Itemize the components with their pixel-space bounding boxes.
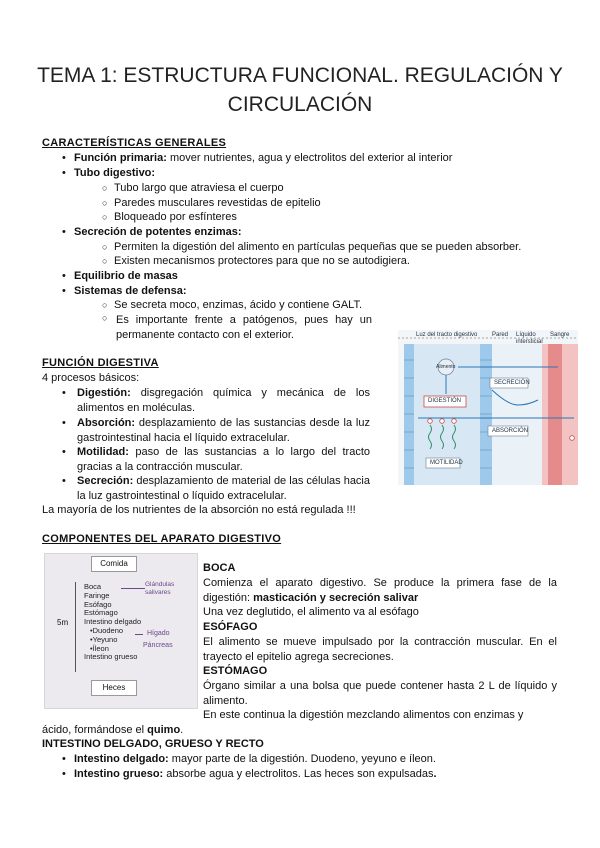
label-pancreas: Páncreas — [143, 642, 173, 649]
subheading-estomago: ESTÓMAGO — [203, 665, 268, 677]
section-heading-componentes: COMPONENTES DEL APARATO DIGESTIVO — [42, 533, 282, 545]
list-item: • Intestino delgado: mayor parte de la digestión. Duodeno, yeyuno e íleon. — [62, 753, 436, 765]
paragraph-estomago: Órgano similar a una bolsa que puede contener hasta 2 L de líquido y alimento. — [203, 680, 557, 707]
list-item: • Intestino grueso: absorbe agua y electrolitos. Las heces son expulsadas. — [62, 768, 437, 780]
diagram-label-blood: Sangre — [550, 332, 570, 338]
page-title-line2: CIRCULACIÓN — [227, 93, 373, 116]
organ-list: Boca Faringe Esófago Estómago Intestino delgado •Duodeno •Yeyuno •Íleon Intestino grueso — [84, 582, 142, 662]
diagram-label-absorption: ABSORCIÓN — [492, 428, 529, 434]
sub-list-item: ○ Bloqueado por esfínteres — [102, 211, 237, 223]
funcion-note: La mayoría de los nutrientes de la absorción no está regulada !!! — [42, 504, 356, 516]
length-label: 5m — [57, 618, 69, 627]
sub-list-item: ○ Existen mecanismos protectores para que no se autodigiera. — [102, 255, 410, 267]
digestive-tract-diagram — [44, 553, 198, 709]
interstitial-area — [492, 344, 542, 485]
label-liver: Hígado — [147, 630, 170, 637]
feces-box: Heces — [91, 680, 137, 696]
length-line — [75, 582, 76, 672]
subheading-esofago: ESÓFAGO — [203, 621, 258, 633]
section-heading-funcion: FUNCIÓN DIGESTIVA — [42, 357, 159, 369]
diagram-label-lumen: Luz del tracto digestivo — [416, 332, 478, 338]
digestive-processes-diagram — [398, 330, 578, 485]
section-heading-caracteristicas: CARACTERÍSTICAS GENERALES — [42, 137, 227, 149]
page-title-line1: TEMA 1: ESTRUCTURA FUNCIONAL. REGULACIÓN Y — [37, 64, 563, 87]
paragraph-esofago: El alimento se mueve impulsado por la contracción muscular. En el trayecto el epitelio agrega secreciones. — [203, 636, 557, 663]
sub-list-item: ○ Se secreta moco, enzimas, ácido y contiene GALT. — [102, 299, 363, 311]
list-item: • Secreción de potentes enzimas: — [62, 226, 242, 238]
paragraph-boca: Comienza el aparato digestivo. Se produce la primera fase de la digestión: masticación y secreción salivar — [203, 577, 557, 604]
diagram-label-motility: MOTILIDAD — [430, 460, 463, 466]
list-item: • Digestión: disgregación química y mecánica de los alimentos en moléculas. — [62, 387, 370, 414]
paragraph-estomago-2: En este continua la digestión mezclando alimentos con enzimas y — [203, 709, 524, 721]
label-glands: Glándulas salivares — [145, 581, 175, 596]
diagram-label-wall: Pared — [492, 332, 509, 338]
list-item: • Absorción: desplazamiento de las sustancias desde la luz gastrointestinal hacia el líquido extracelular. — [62, 417, 370, 444]
diagram-label-ecf: Líquido intersticial — [516, 332, 543, 345]
sub-list-item: ○ Permiten la digestión del alimento en partículas pequeñas que se pueden absorber. — [102, 241, 522, 253]
diagram-label-secretion: SECRECIÓN — [494, 380, 530, 386]
sub-list-item: ○ Tubo largo que atraviesa el cuerpo — [102, 182, 284, 194]
list-item: • Tubo digestivo: — [62, 167, 156, 179]
list-item: • Secreción: desplazamiento de material de las células hacia la luz gastrointestinal o líquido extracelular. — [62, 475, 370, 502]
arrow-glands — [121, 588, 145, 589]
list-item: • Función primaria: mover nutrientes, agua y electrolitos del exterior al interior — [62, 152, 453, 164]
subheading-boca: BOCA — [203, 562, 236, 574]
list-item: • Sistemas de defensa: — [62, 285, 187, 297]
sub-list-item: ○ Paredes musculares revestidas de epitelio — [102, 197, 321, 209]
list-item: • Equilibrio de masas — [62, 270, 178, 282]
list-item: • Motilidad: paso de las sustancias a lo largo del tracto gracias a la contracción muscular. — [62, 446, 370, 473]
subheading-intestino: INTESTINO DELGADO, GRUESO Y RECTO — [42, 738, 264, 750]
arrow-liver — [135, 634, 143, 635]
paragraph-estomago-3: ácido, formándose el quimo. — [42, 724, 184, 736]
diagram-label-food: Alimento — [436, 364, 456, 370]
food-box: Comida — [91, 556, 137, 572]
diagram-label-digestion: DIGESTIÓN — [428, 398, 462, 404]
paragraph-boca-2: Una vez deglutido, el alimento va al esófago — [203, 606, 419, 618]
funcion-intro: 4 procesos básicos: — [42, 372, 140, 384]
sub-list-item: ○ Es importante frente a patógenos, pues hay un permanente contacto con el exterior. — [102, 313, 372, 341]
